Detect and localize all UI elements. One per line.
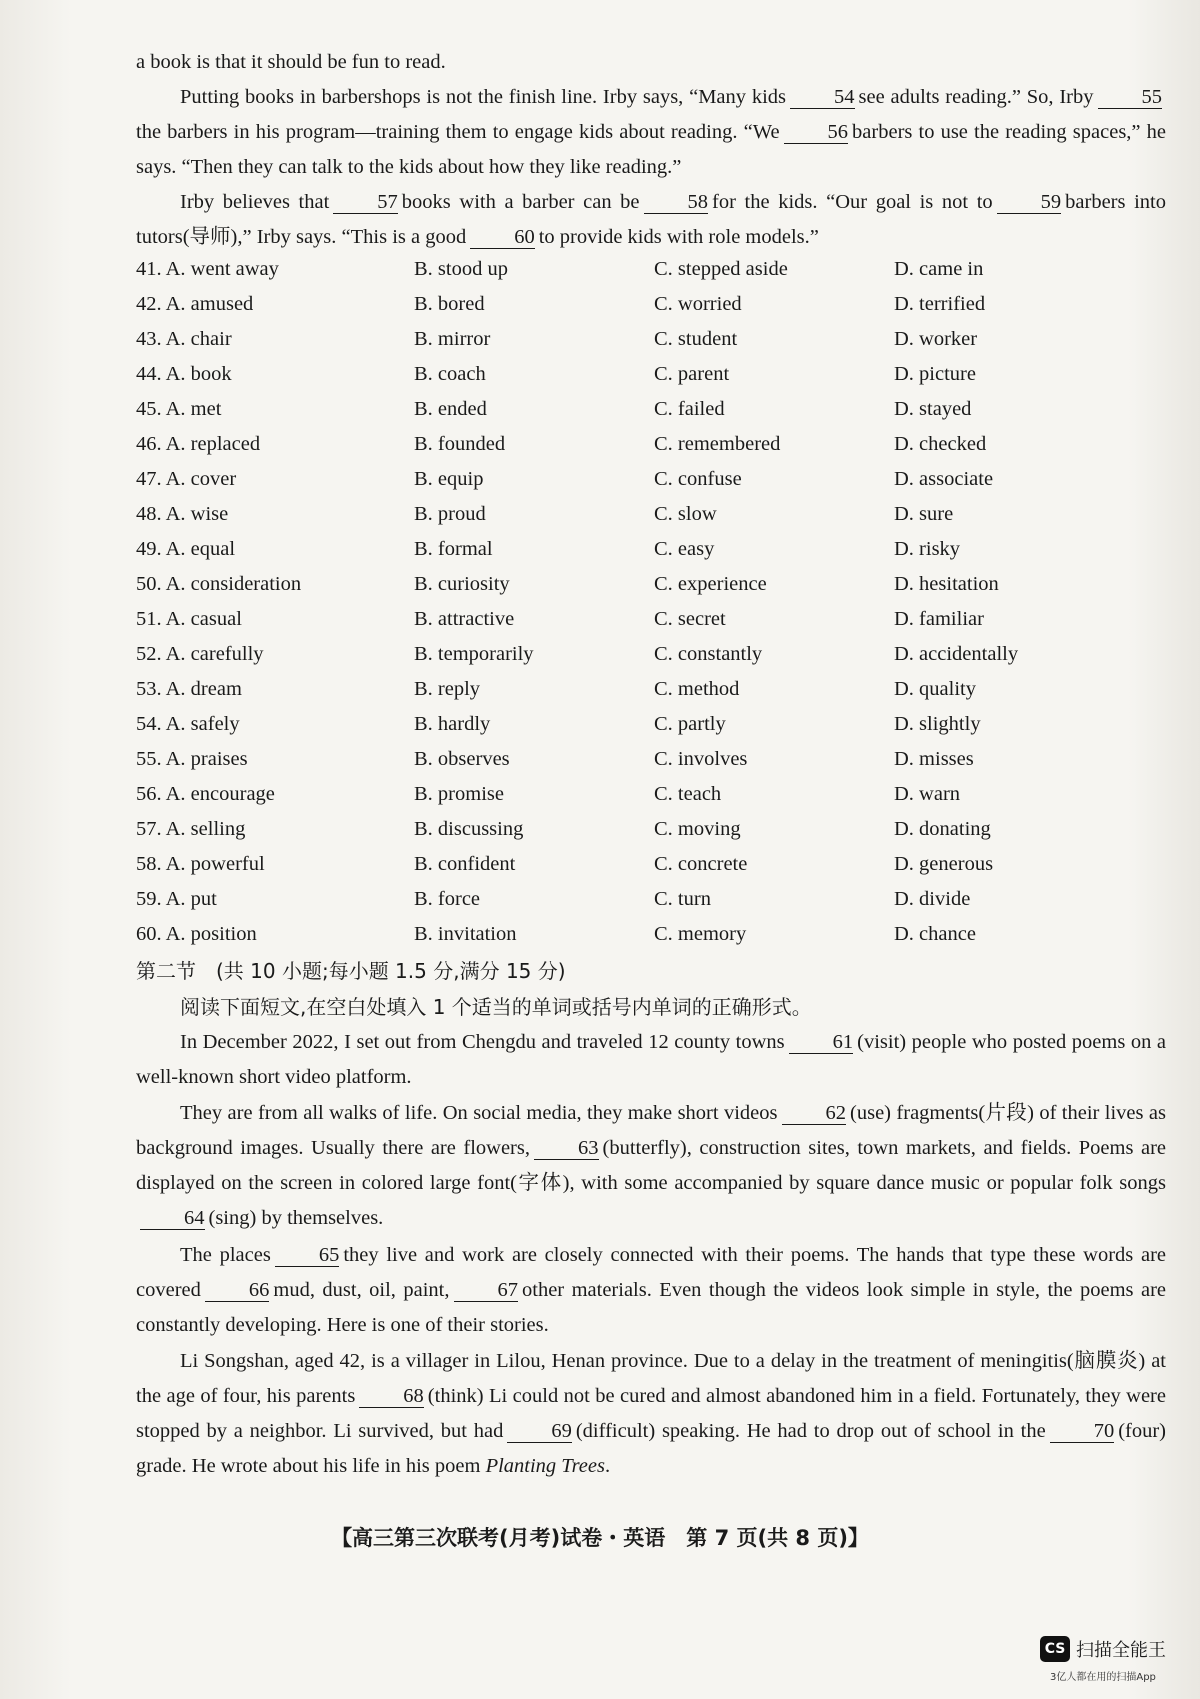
option-c[interactable]: C. parent <box>654 363 730 385</box>
option-c[interactable]: C. concrete <box>654 853 748 875</box>
page-footer: 【高三第三次联考(月考)试卷・英语 第 7 页(共 8 页)】 <box>331 1526 869 1550</box>
blank-55[interactable]: 55 <box>1098 86 1163 109</box>
option-b[interactable]: B. confident <box>414 853 516 875</box>
passage2-paragraph3: The places 65 they live and work are closely connected with their poems. The hands that type these words are covered 66 mud, dust, oil, paint, 67 other materials. Even though the videos look simple in style, the poems are constantly developing. Here is one of their stories. <box>136 1244 1166 1336</box>
option-b[interactable]: B. invitation <box>414 923 517 945</box>
option-a[interactable]: 42. A. amused <box>136 293 254 315</box>
option-d[interactable]: D. terrified <box>894 293 986 315</box>
option-d[interactable]: D. sure <box>894 503 954 525</box>
option-a[interactable]: 58. A. powerful <box>136 853 265 875</box>
option-c[interactable]: C. memory <box>654 923 747 945</box>
blank-67[interactable]: 67 <box>454 1279 519 1302</box>
option-c[interactable]: C. partly <box>654 713 726 735</box>
option-a[interactable]: 52. A. carefully <box>136 643 264 665</box>
blank-54[interactable]: 54 <box>790 86 855 109</box>
option-d[interactable]: D. divide <box>894 888 971 910</box>
option-d[interactable]: D. came in <box>894 258 984 280</box>
option-a[interactable]: 41. A. went away <box>136 258 279 280</box>
passage2-paragraph4: Li Songshan, aged 42, is a villager in Lilou, Henan province. Due to a delay in the treatment of meningitis(脑膜炎) at the age of four, his parents 68 (think) Li could not be cured and almost abandoned him in a field. Fortunately, they were stopped by a neighbor. Li survived, but had 69 (difficult) speaking. He had to drop out of school in the 70 (four) grade. He wrote about his life in his poem Planting Trees. <box>136 1350 1166 1477</box>
option-d[interactable]: D. worker <box>894 328 978 350</box>
option-a[interactable]: 50. A. consideration <box>136 573 302 595</box>
option-c[interactable]: C. involves <box>654 748 748 770</box>
option-row-54 <box>136 713 1186 747</box>
blank-70[interactable]: 70 <box>1050 1420 1115 1443</box>
option-b[interactable]: B. promise <box>414 783 504 805</box>
option-d[interactable]: D. warn <box>894 783 961 805</box>
passage1-line0: a book is that it should be fun to read. <box>136 51 446 73</box>
passage2-paragraph2: They are from all walks of life. On social media, they make short videos 62 (use) fragments(片段) of their lives as background images. Usually there are flowers, 63 (butterfly), construction sites, town markets, and fields. Poems are displayed on the screen in colored large font(字体), with some accompanied by square dance music or popular folk songs64 (sing) by themselves. <box>136 1102 1167 1229</box>
option-row-53 <box>136 678 1186 712</box>
option-c[interactable]: C. easy <box>654 538 715 560</box>
blank-56[interactable]: 56 <box>784 121 849 144</box>
option-d[interactable]: D. donating <box>894 818 991 840</box>
blank-64[interactable]: 64 <box>140 1207 205 1230</box>
passage1-paragraph1: Putting books in barbershops is not the finish line. Irby says, “Many kids 54 see adults reading.” So, Irby 55the barbers in his program—training them to engage kids about reading. “We 56 barbers to use the reading spaces,” he says. “Then they can talk to the kids about how they like reading.” <box>136 86 1166 178</box>
option-b[interactable]: B. force <box>414 888 481 910</box>
option-row-49 <box>136 538 1186 572</box>
option-d[interactable]: D. hesitation <box>894 573 999 595</box>
option-b[interactable]: B. bored <box>414 293 485 315</box>
option-b[interactable]: B. founded <box>414 433 506 455</box>
option-a[interactable]: 59. A. put <box>136 888 217 910</box>
option-c[interactable]: C. constantly <box>654 643 763 665</box>
option-c[interactable]: C. teach <box>654 783 722 805</box>
option-a[interactable]: 44. A. book <box>136 363 232 385</box>
option-a[interactable]: 51. A. casual <box>136 608 242 630</box>
option-d[interactable]: D. picture <box>894 363 976 385</box>
option-b[interactable]: B. coach <box>414 363 486 385</box>
option-b[interactable]: B. equip <box>414 468 484 490</box>
option-d[interactable]: D. risky <box>894 538 961 560</box>
option-d[interactable]: D. slightly <box>894 713 981 735</box>
option-b[interactable]: B. mirror <box>414 328 491 350</box>
option-row-56 <box>136 783 1186 817</box>
option-a[interactable]: 48. A. wise <box>136 503 229 525</box>
option-a[interactable]: 43. A. chair <box>136 328 232 350</box>
option-d[interactable]: D. familiar <box>894 608 984 630</box>
blank-59[interactable]: 59 <box>997 191 1062 214</box>
option-row-41 <box>136 258 1186 292</box>
option-b[interactable]: B. formal <box>414 538 493 560</box>
option-a[interactable]: 54. A. safely <box>136 713 240 735</box>
option-row-46 <box>136 433 1186 467</box>
option-b[interactable]: B. proud <box>414 503 486 525</box>
option-d[interactable]: D. checked <box>894 433 987 455</box>
option-c[interactable]: C. turn <box>654 888 711 910</box>
option-row-57 <box>136 818 1186 852</box>
option-a[interactable]: 47. A. cover <box>136 468 237 490</box>
option-row-51 <box>136 608 1186 642</box>
watermark-subtitle: 3亿人都在用的扫描App <box>1050 1672 1156 1683</box>
option-row-47 <box>136 468 1186 502</box>
option-b[interactable]: B. reply <box>414 678 481 700</box>
option-d[interactable]: D. misses <box>894 748 974 770</box>
section2-title: 第二节 (共 10 小题;每小题 1.5 分,满分 15 分) <box>136 959 566 983</box>
blank-69[interactable]: 69 <box>507 1420 572 1443</box>
option-row-42 <box>136 293 1186 327</box>
option-c[interactable]: C. experience <box>654 573 767 595</box>
option-row-55 <box>136 748 1186 782</box>
option-row-52 <box>136 643 1186 677</box>
option-c[interactable]: C. confuse <box>654 468 742 490</box>
blank-65[interactable]: 65 <box>275 1244 340 1267</box>
blank-68[interactable]: 68 <box>359 1385 424 1408</box>
blank-61[interactable]: 61 <box>789 1031 854 1054</box>
option-c[interactable]: C. remembered <box>654 433 781 455</box>
option-c[interactable]: C. worried <box>654 293 742 315</box>
section2-instruction: 阅读下面短文,在空白处填入 1 个适当的单词或括号内单词的正确形式。 <box>180 995 812 1019</box>
option-d[interactable]: D. generous <box>894 853 994 875</box>
option-c[interactable]: C. secret <box>654 608 726 630</box>
option-a[interactable]: 57. A. selling <box>136 818 246 840</box>
option-a[interactable]: 46. A. replaced <box>136 433 261 455</box>
option-a[interactable]: 60. A. position <box>136 923 257 945</box>
option-c[interactable]: C. student <box>654 328 738 350</box>
option-c[interactable]: C. stepped aside <box>654 258 788 280</box>
option-d[interactable]: D. chance <box>894 923 976 945</box>
blank-58[interactable]: 58 <box>644 191 709 214</box>
option-a[interactable]: 56. A. encourage <box>136 783 275 805</box>
option-b[interactable]: B. ended <box>414 398 487 420</box>
option-b[interactable]: B. observes <box>414 748 510 770</box>
option-row-58 <box>136 853 1186 887</box>
option-c[interactable]: C. method <box>654 678 740 700</box>
passage2-paragraph1: In December 2022, I set out from Chengdu and traveled 12 county towns 61 (visit) people who posted poems on a well-known short video platform. <box>136 1031 1167 1088</box>
option-row-60 <box>136 923 1186 957</box>
scanner-watermark <box>1040 1636 1166 1662</box>
option-row-44 <box>136 363 1186 397</box>
option-b[interactable]: B. temporarily <box>414 643 534 665</box>
poem-title: Planting Trees <box>485 1455 605 1477</box>
blank-66[interactable]: 66 <box>205 1279 270 1302</box>
option-a[interactable]: 49. A. equal <box>136 538 236 560</box>
camscanner-logo-icon: CS <box>1040 1636 1070 1662</box>
option-b[interactable]: B. hardly <box>414 713 491 735</box>
blank-60[interactable]: 60 <box>470 226 535 249</box>
option-d[interactable]: D. quality <box>894 678 976 700</box>
option-row-48 <box>136 503 1186 537</box>
option-a[interactable]: 53. A. dream <box>136 678 242 700</box>
option-row-50 <box>136 573 1186 607</box>
option-d[interactable]: D. stayed <box>894 398 972 420</box>
watermark-name: 扫描全能王 <box>1076 1640 1166 1661</box>
passage1-paragraph2: Irby believes that 57 books with a barber can be 58 for the kids. “Our goal is not to 59 barbers into tutors(导师),” Irby says. “This is a good 60 to provide kids with role models.” <box>136 191 1166 248</box>
option-row-59 <box>136 888 1186 922</box>
option-b[interactable]: B. attractive <box>414 608 515 630</box>
option-c[interactable]: C. failed <box>654 398 725 420</box>
option-b[interactable]: B. curiosity <box>414 573 510 595</box>
option-c[interactable]: C. slow <box>654 503 717 525</box>
blank-62[interactable]: 62 <box>782 1102 847 1125</box>
option-a[interactable]: 55. A. praises <box>136 748 248 770</box>
option-d[interactable]: D. associate <box>894 468 994 490</box>
option-row-45 <box>136 398 1186 432</box>
option-c[interactable]: C. moving <box>654 818 741 840</box>
blank-57[interactable]: 57 <box>333 191 398 214</box>
option-row-43 <box>136 328 1186 362</box>
option-b[interactable]: B. discussing <box>414 818 524 840</box>
option-d[interactable]: D. accidentally <box>894 643 1019 665</box>
blank-63[interactable]: 63 <box>534 1137 599 1160</box>
option-b[interactable]: B. stood up <box>414 258 508 280</box>
option-a[interactable]: 45. A. met <box>136 398 222 420</box>
